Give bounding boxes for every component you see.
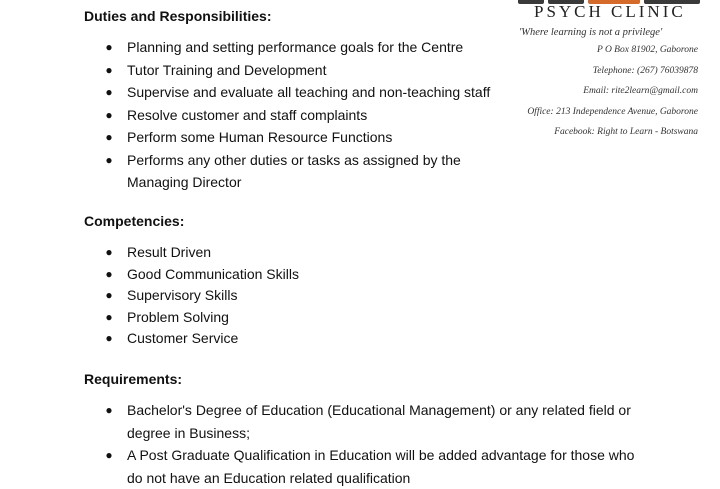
contact-email: Email: rite2learn@gmail.com <box>583 86 698 96</box>
list-item: ● Performs any other duties or tasks as assigned by the Managing Director <box>104 149 490 194</box>
list-item: ● Supervise and evaluate all teaching and non-teaching staff <box>104 81 490 104</box>
clinic-name: PSYCH CLINIC <box>534 2 686 21</box>
bullet-icon: ● <box>105 85 113 99</box>
requirements-heading: Requirements: <box>84 371 183 387</box>
bullet-icon: ● <box>105 266 113 281</box>
list-item: ● Resolve customer and staff complaints <box>104 104 490 127</box>
list-item: ● Planning and setting performance goals for the Centre <box>104 36 490 59</box>
bullet-icon: ● <box>105 403 113 417</box>
bullet-icon: ● <box>105 152 113 167</box>
contact-po-box: P O Box 81902, Gaborone <box>596 45 698 55</box>
bullet-icon: ● <box>105 130 113 144</box>
competencies-list <box>104 242 299 350</box>
list-item: ● Perform some Human Resource Functions <box>104 126 490 149</box>
clinic-tagline: 'Where learning is not a privilege' <box>519 27 663 38</box>
letterhead <box>488 0 720 140</box>
list-item: ● Problem Solving <box>104 307 299 329</box>
bullet-icon: ● <box>105 448 113 462</box>
contact-office: Office: 213 Independence Avenue, Gaborone <box>527 107 698 117</box>
requirements-list <box>104 399 634 489</box>
list-item: ● Result Driven <box>104 242 299 264</box>
list-item: ● Good Communication Skills <box>104 264 299 286</box>
bullet-icon: ● <box>105 40 113 54</box>
bullet-icon: ● <box>105 245 113 259</box>
list-item: ● Bachelor's Degree of Education (Educational Management) or any related field or degree in Business; <box>104 399 634 444</box>
list-item: ● A Post Graduate Qualification in Education will be added advantage for those who do not have an Education related qualification <box>104 444 634 489</box>
duties-list <box>104 36 490 194</box>
list-item: ● Supervisory Skills <box>104 285 299 307</box>
list-item: ● Customer Service <box>104 328 299 350</box>
bullet-icon: ● <box>105 309 113 324</box>
bullet-icon: ● <box>105 288 113 302</box>
bullet-icon: ● <box>105 331 113 345</box>
competencies-heading: Competencies: <box>84 213 185 229</box>
contact-telephone: Telephone: (267) 76039878 <box>592 66 698 76</box>
bullet-icon: ● <box>105 107 113 122</box>
contact-facebook: Facebook: Right to Learn - Botswana <box>554 127 698 137</box>
bullet-icon: ● <box>105 62 113 77</box>
list-item: ● Tutor Training and Development <box>104 59 490 82</box>
duties-heading: Duties and Responsibilities: <box>84 8 272 24</box>
